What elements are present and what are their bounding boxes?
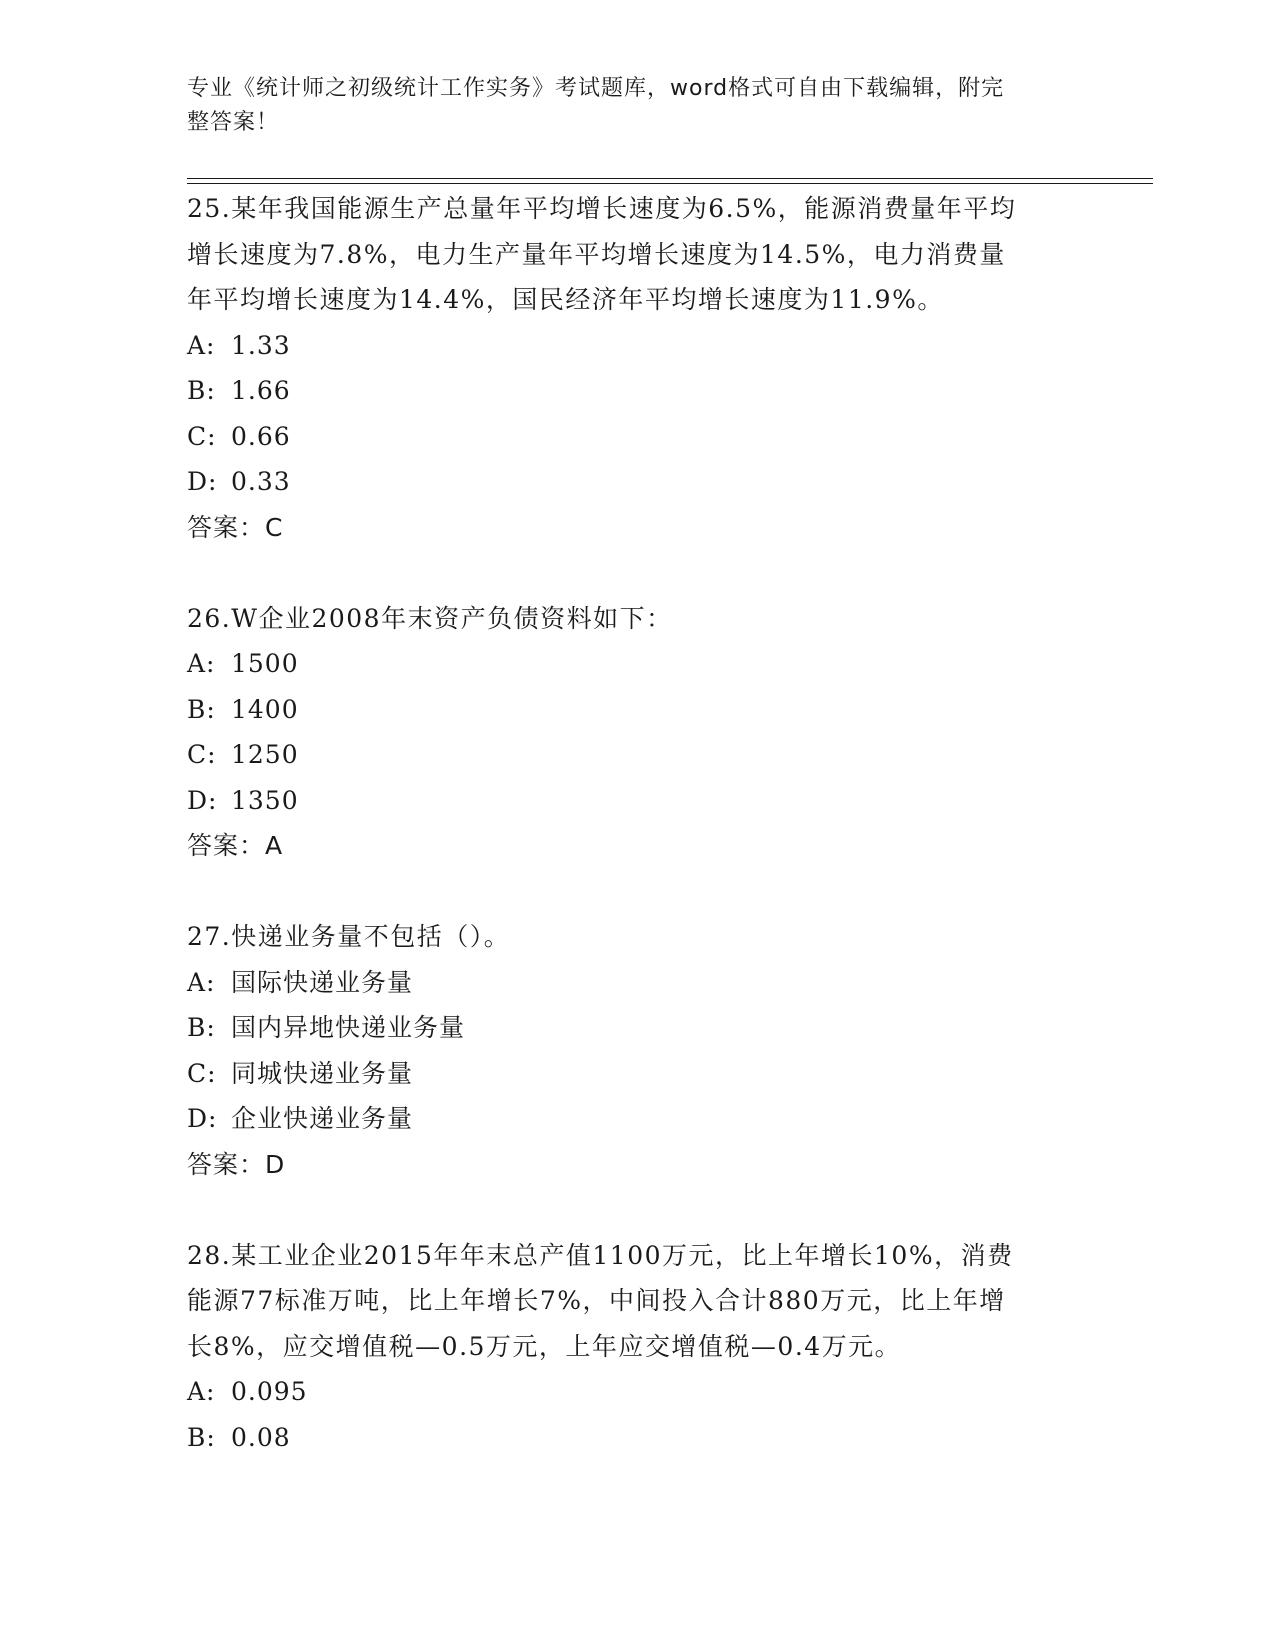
question-28 <box>187 1233 1087 1461</box>
option-b <box>187 1005 1087 1051</box>
question-list <box>187 186 1087 1460</box>
question-stem <box>187 186 1087 323</box>
option-text: 0.095 <box>231 1377 308 1406</box>
option-a <box>187 960 1087 1006</box>
stem-line: 年平均增长速度为14.4%，国民经济年平均增长速度为11.9%。 <box>187 285 944 314</box>
option-letter: C: <box>187 421 217 451</box>
option-letter: A: <box>187 1377 216 1406</box>
stem-line: 长8%，应交增值税—0.5万元，上年应交增值税—0.4万元。 <box>187 1331 902 1361</box>
option-a <box>187 323 1087 369</box>
option-text: 0.08 <box>231 1422 291 1452</box>
option-b <box>187 368 1087 414</box>
option-text: 1250 <box>231 740 299 769</box>
option-letter: C: <box>187 1058 217 1088</box>
stem-line: 增长速度为7.8%，电力生产量年平均增长速度为14.5%，电力消费量 <box>187 239 1006 269</box>
stem-line: 25.某年我国能源生产总量年平均增长速度为6.5%，能源消费量年平均 <box>187 194 1017 223</box>
option-letter: C: <box>187 740 217 769</box>
header-rule-top <box>187 178 1153 179</box>
answer-line: 答案：D <box>187 1149 286 1179</box>
option-a <box>187 641 1087 687</box>
question-25 <box>187 186 1087 550</box>
option-c <box>187 414 1087 460</box>
option-c <box>187 1051 1087 1097</box>
option-letter: D: <box>187 1104 218 1133</box>
option-text: 国际快递业务量 <box>231 967 414 997</box>
question-spacer <box>187 869 1087 915</box>
option-d <box>187 459 1087 505</box>
question-stem <box>187 1233 1087 1370</box>
option-a <box>187 1369 1087 1415</box>
question-stem <box>187 596 1087 642</box>
option-d <box>187 1096 1087 1142</box>
stem-line: 27.快递业务量不包括（）。 <box>187 922 511 951</box>
option-text: 1400 <box>231 694 299 724</box>
option-letter: A: <box>187 649 216 678</box>
header-line-2: 整答案！ <box>187 110 280 135</box>
question-27 <box>187 914 1087 1187</box>
stem-line: 26.W企业2008年末资产负债资料如下： <box>187 603 673 633</box>
header-line-1: 专业《统计师之初级统计工作实务》考试题库，word格式可自由下载编辑，附完 <box>187 76 1005 101</box>
option-letter: B: <box>187 1013 216 1042</box>
question-stem <box>187 914 1087 960</box>
stem-line: 能源77标准万吨，比上年增长7%，中间投入合计880万元，比上年增 <box>187 1286 1006 1315</box>
question-spacer <box>187 550 1087 596</box>
answer-line: 答案：C <box>187 512 284 542</box>
option-text: 国内异地快递业务量 <box>231 1013 466 1042</box>
option-text: 0.66 <box>231 421 291 451</box>
stem-line: 28.某工业企业2015年年末总产值1100万元，比上年增长10%，消费 <box>187 1240 1014 1270</box>
option-letter: D: <box>187 467 218 496</box>
option-text: 1500 <box>231 649 299 678</box>
option-text: 1.66 <box>231 376 291 405</box>
page-header <box>187 72 1067 140</box>
option-letter: A: <box>187 330 216 360</box>
option-letter: B: <box>187 376 216 405</box>
option-b <box>187 687 1087 733</box>
option-letter: B: <box>187 694 216 724</box>
question-26 <box>187 596 1087 869</box>
option-letter: B: <box>187 1422 216 1452</box>
option-text: 1.33 <box>231 330 291 360</box>
option-c <box>187 732 1087 778</box>
option-text: 企业快递业务量 <box>231 1104 414 1133</box>
option-letter: A: <box>187 967 216 997</box>
option-text: 1350 <box>231 785 299 815</box>
option-text: 同城快递业务量 <box>231 1058 414 1088</box>
question-spacer <box>187 1187 1087 1233</box>
option-d <box>187 778 1087 824</box>
option-b <box>187 1415 1087 1461</box>
header-rule-bottom <box>187 183 1153 184</box>
option-letter: D: <box>187 785 218 815</box>
option-text: 0.33 <box>231 467 291 496</box>
answer-line: 答案：A <box>187 831 284 860</box>
